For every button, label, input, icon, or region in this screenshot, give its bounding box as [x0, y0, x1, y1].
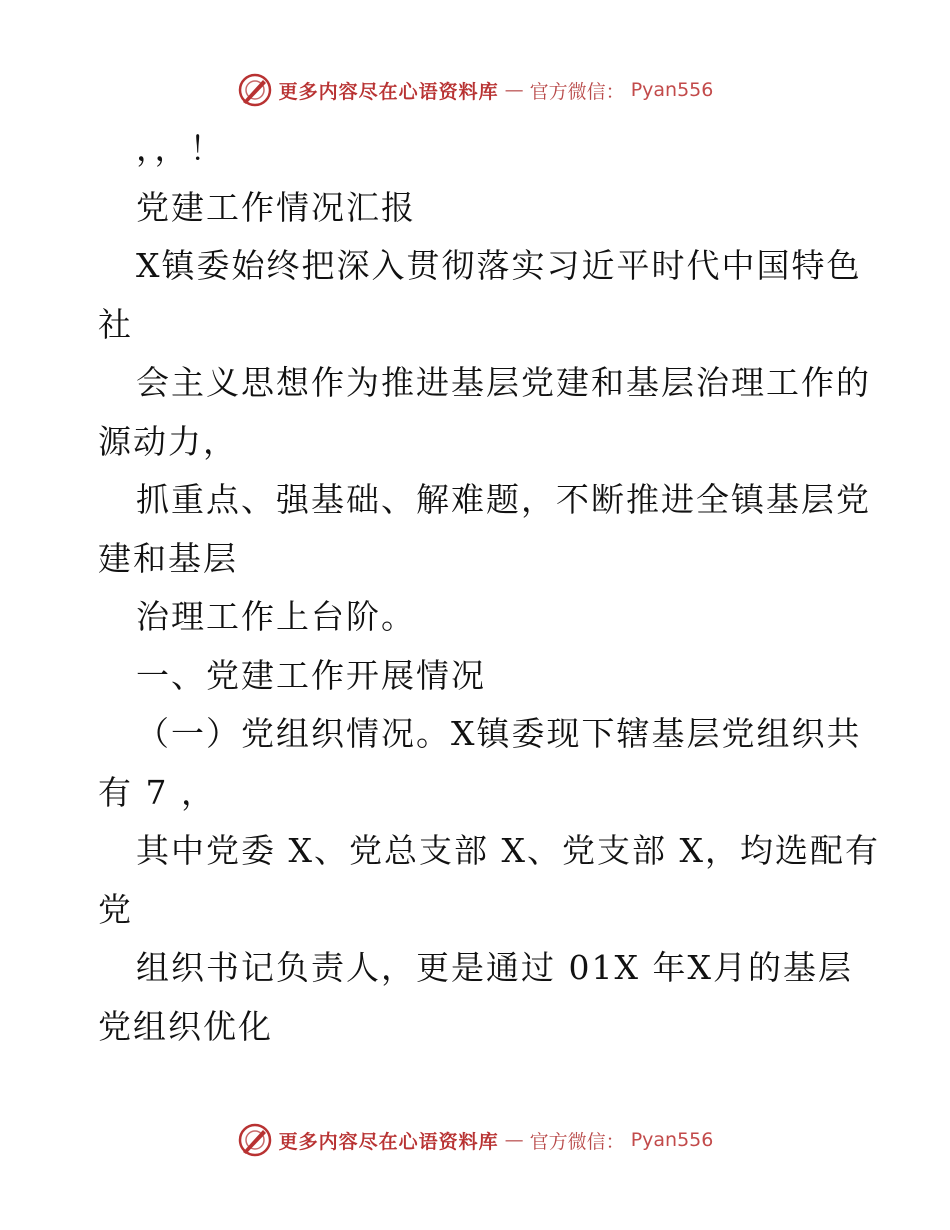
- text-line: 抓重点、强基础、解难题，不断推进全镇基层党: [136, 480, 871, 519]
- footer-watermark: [0, 1122, 950, 1158]
- text-line: 其中党委 X、党总支部 X、党支部 X，均选配有: [136, 831, 880, 870]
- text-line: 社: [98, 304, 133, 344]
- watermark-label: 官方微信：: [529, 80, 625, 103]
- text-line: （一）党组织情况。X镇委现下辖基层党组织共: [136, 714, 862, 753]
- text-line: 有 7 ，: [98, 772, 216, 812]
- section-heading: 一、党建工作开展情况: [136, 655, 486, 695]
- text-line: 党: [98, 889, 133, 929]
- watermark-label: 官方微信：: [529, 1130, 625, 1153]
- document-title: 党建工作情况汇报: [136, 187, 416, 227]
- text-line: X镇委始终把深入贯彻落实习近平时代中国特色: [136, 246, 862, 285]
- watermark-wechat-id: Pyan556: [630, 1129, 714, 1151]
- text-line: 源动力，: [98, 421, 238, 461]
- watermark-brand: 更多内容尽在心语资料库: [278, 1130, 499, 1153]
- text-line: 会主义思想作为推进基层党建和基层治理工作的: [136, 363, 871, 402]
- watermark-brand: 更多内容尽在心语资料库: [278, 80, 499, 103]
- quill-logo-icon: [237, 1122, 273, 1158]
- text-line: 组织书记负责人，更是通过 01X 年X月的基层: [136, 948, 853, 987]
- quill-logo-icon: [237, 72, 273, 108]
- text-line: 党组织优化: [98, 1006, 273, 1046]
- text-line: 建和基层: [98, 538, 238, 578]
- watermark-wechat-id: Pyan556: [630, 79, 714, 101]
- text-line: 治理工作上台阶。: [136, 597, 416, 636]
- header-watermark: [0, 72, 950, 108]
- watermark-separator: —: [504, 79, 524, 101]
- text-line: ，，！: [136, 129, 225, 168]
- watermark-separator: —: [504, 1129, 524, 1151]
- document-body: [98, 120, 880, 1056]
